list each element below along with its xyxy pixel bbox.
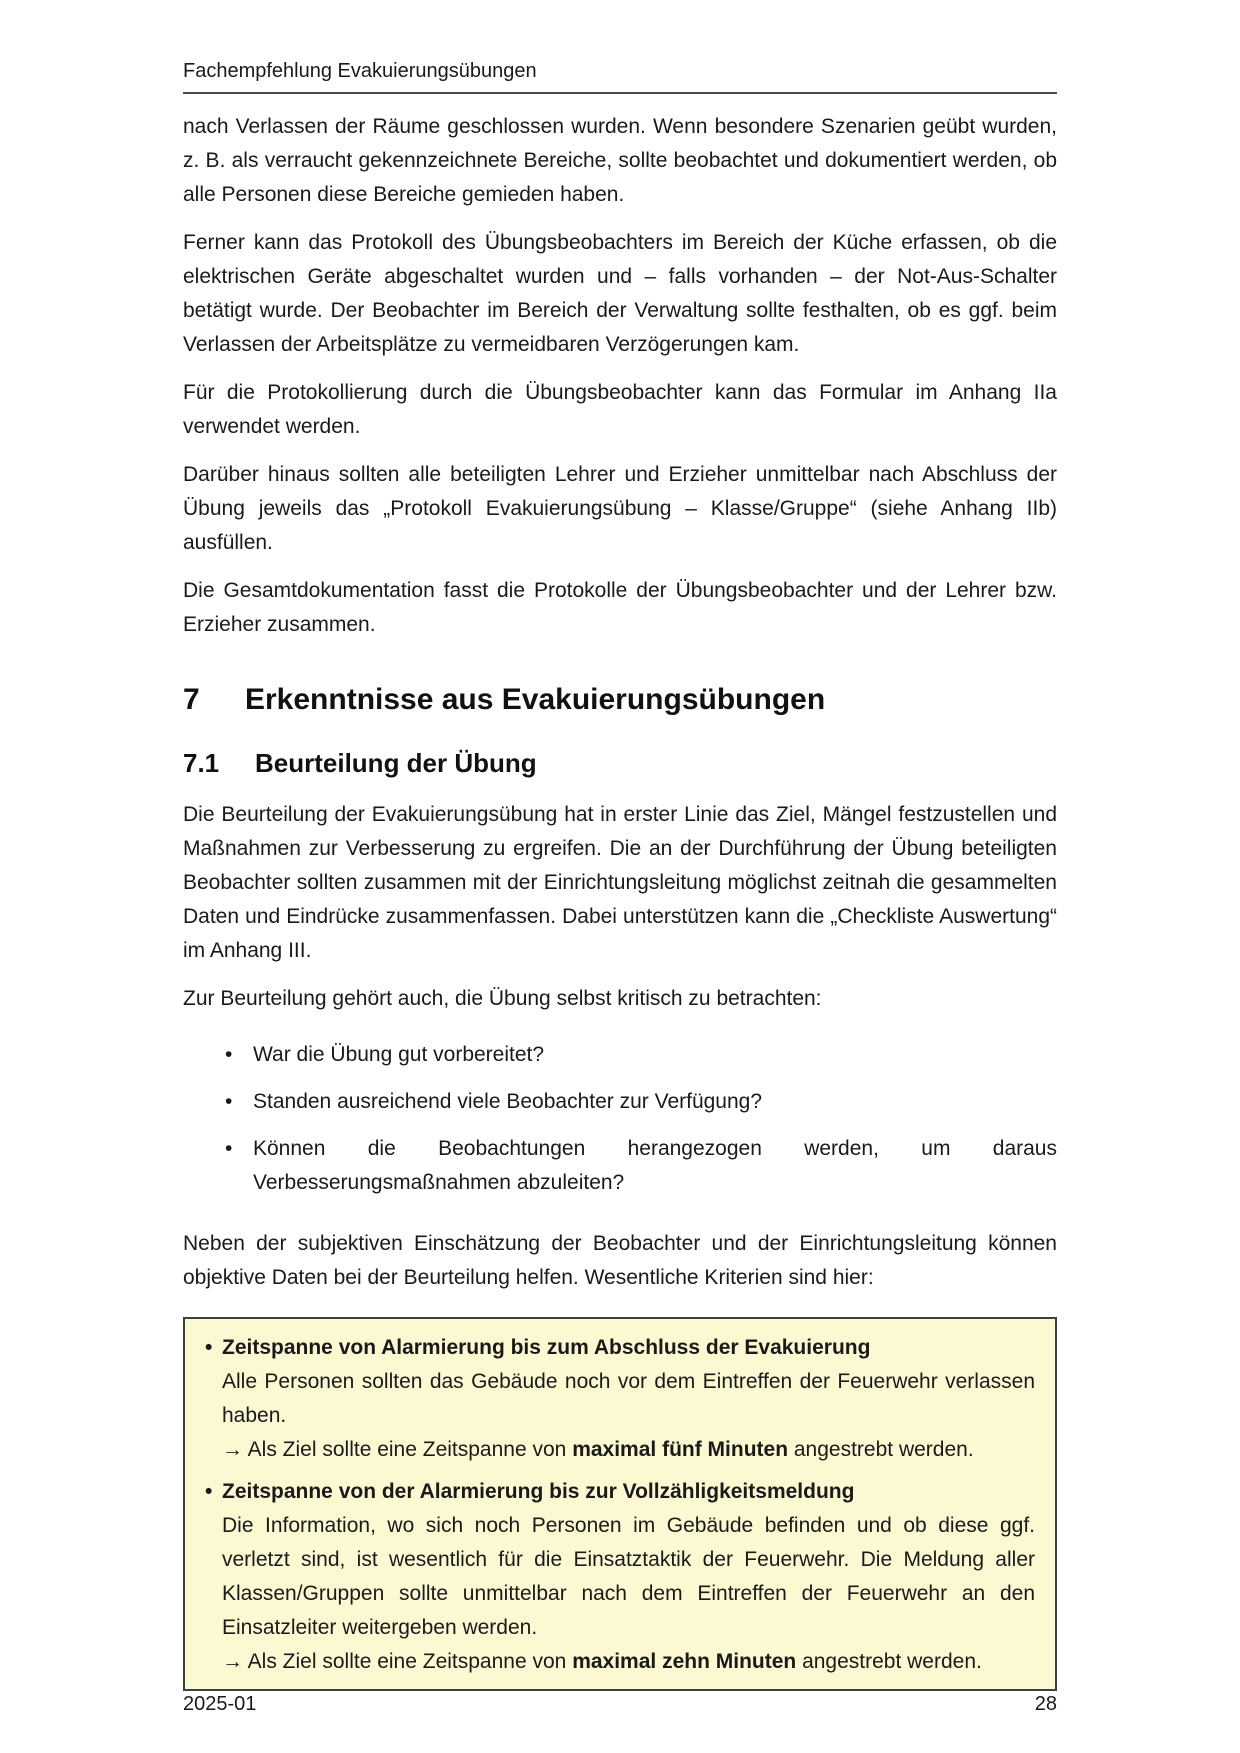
highlight-content xyxy=(222,1331,1035,1467)
footer-page-number: 28 xyxy=(1034,1693,1057,1715)
goal-suffix: angestrebt werden. xyxy=(796,1650,982,1673)
goal-prefix: → Als Ziel sollte eine Zeitspanne von xyxy=(222,1650,573,1673)
paragraph: nach Verlassen der Räume geschlossen wurden. Wenn besondere Szenarien geübt wurden, z. B. als verraucht gekennzeichnete Bereiche, sollte beobachtet und dokumentiert werden, ob alle Personen diese Bereiche gemieden haben. xyxy=(183,115,1057,206)
goal-bold: maximal fünf Minuten xyxy=(572,1438,789,1461)
paragraph: Die Gesamtdokumentation fasst die Protokolle der Übungsbeobachter und der Lehrer bzw. Erzieher zusammen. xyxy=(183,579,1057,636)
subsection-title: Beurteilung der Übung xyxy=(255,748,537,778)
section-number: 7 xyxy=(183,683,200,716)
highlight-goal xyxy=(222,1645,1035,1679)
section-heading xyxy=(183,680,1057,720)
paragraph: Für die Protokollierung durch die Übungsbeobachter kann das Formular im Anhang IIa verwendet werden. xyxy=(183,381,1057,438)
bullet-marker-icon: • xyxy=(225,1137,233,1160)
bullet-marker-icon: • xyxy=(225,1090,233,1113)
highlight-content xyxy=(222,1475,1035,1679)
paragraph: Zur Beurteilung gehört auch, die Übung selbst kritisch zu betrachten: xyxy=(183,987,822,1010)
paragraph: Neben der subjektiven Einschätzung der Beobachter und der Einrichtungsleitung können objektive Daten bei der Beurteilung helfen. Wesentliche Kriterien sind hier: xyxy=(183,1232,1057,1289)
subsection-number: 7.1 xyxy=(183,748,220,778)
paragraph: Ferner kann das Protokoll des Übungsbeobachters im Bereich der Küche erfassen, ob die elektrischen Geräte abgeschaltet wurden und – falls vorhanden – der Not-Aus-Schalter betätigt wurde. Der Beobachter im Bereich der Verwaltung sollte festhalten, ob es ggf. beim Verlassen der Arbeitsplätze zu vermeidbaren Verzögerungen kam. xyxy=(183,231,1057,356)
section-title: Erkenntnisse aus Evakuierungsübungen xyxy=(245,683,826,716)
subsection-heading xyxy=(183,746,1057,780)
highlight-body: Die Information, wo sich noch Personen im Gebäude befinden und ob diese ggf. verletzt sind, ist wesentlich für die Einsatztaktik der Feuerwehr. Die Meldung aller Klassen/Gruppen sollte unmittelbar nach dem Eintreffen der Feuerwehr an den Einsatzleiter weitergeben werden. xyxy=(222,1514,1035,1639)
bullet-text: War die Übung gut vorbereitet? xyxy=(253,1043,545,1066)
highlight-box xyxy=(183,1317,1057,1691)
highlight-title: Zeitspanne von Alarmierung bis zum Abschluss der Evakuierung xyxy=(222,1336,871,1359)
goal-bold: maximal zehn Minuten xyxy=(572,1650,797,1673)
bullet-text: Können die Beobachtungen herangezogen werden, um daraus Verbesserungsmaßnahmen abzuleiten? xyxy=(253,1137,1057,1194)
footer-date: 2025-01 xyxy=(183,1693,257,1715)
goal-suffix: angestrebt werden. xyxy=(788,1438,974,1461)
bullet-marker-icon: • xyxy=(205,1480,213,1503)
bullet-item xyxy=(183,1132,1057,1200)
bullet-text: Standen ausreichend viele Beobachter zur Verfügung? xyxy=(253,1090,763,1113)
goal-prefix: → Als Ziel sollte eine Zeitspanne von xyxy=(222,1438,573,1461)
bullet-marker-icon: • xyxy=(205,1336,213,1359)
header-title: Fachempfehlung Evakuierungsübungen xyxy=(183,60,537,82)
highlight-item xyxy=(205,1331,1035,1467)
highlight-item xyxy=(205,1475,1035,1679)
page-footer xyxy=(183,1691,1057,1753)
page-header xyxy=(183,58,1057,94)
paragraph: Darüber hinaus sollten alle beteiligten Lehrer und Erzieher unmittelbar nach Abschluss der Übung jeweils das „Protokoll Evakuierungsübung – Klasse/Gruppe“ (siehe Anhang IIb) ausfüllen. xyxy=(183,463,1057,554)
highlight-goal xyxy=(222,1433,1035,1467)
bullet-list xyxy=(183,1038,1057,1213)
paragraph: Die Beurteilung der Evakuierungsübung hat in erster Linie das Ziel, Mängel festzustellen und Maßnahmen zur Verbesserung zu ergreifen. Die an der Durchführung der Übung beteiligten Beobachter sollten zusammen mit der Einrichtungsleitung möglichst zeitnah die gesammelten Daten und Eindrücke zusammenfassen. Dabei unterstützen kann die „Checkliste Auswertung“ im Anhang III. xyxy=(183,803,1057,962)
bullet-item xyxy=(183,1085,1057,1119)
bullet-marker-icon: • xyxy=(225,1043,233,1066)
bullet-item xyxy=(183,1038,1057,1072)
highlight-body: Alle Personen sollten das Gebäude noch vor dem Eintreffen der Feuerwehr verlassen haben. xyxy=(222,1370,1035,1427)
highlight-title: Zeitspanne von der Alarmierung bis zur Vollzähligkeitsmeldung xyxy=(222,1480,855,1503)
